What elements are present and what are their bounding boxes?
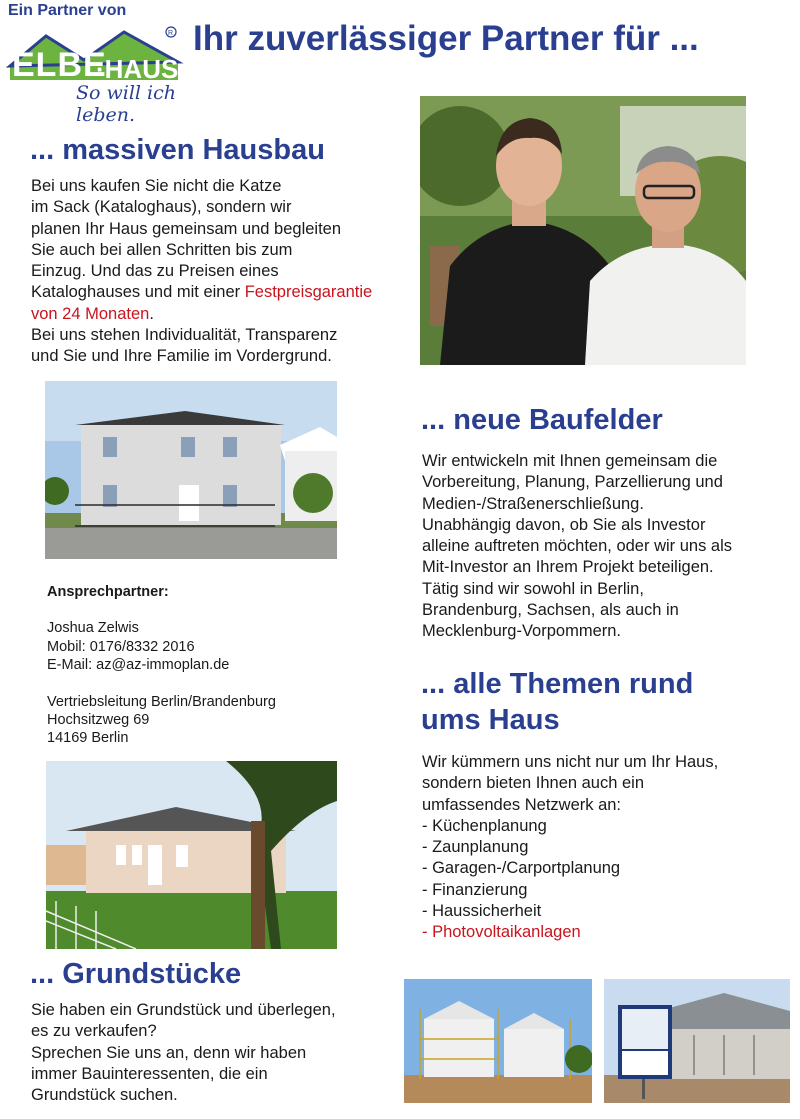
text-line: Grundstück suchen.: [31, 1086, 178, 1105]
list-item: - Finanzierung: [422, 880, 528, 899]
text-line: Sie haben ein Grundstück und überlegen,: [31, 1001, 336, 1019]
list-item: - Haussicherheit: [422, 902, 542, 921]
list-item-highlight: - Photovoltaikanlagen: [422, 923, 581, 942]
heading-baufelder: ... neue Baufelder: [421, 404, 663, 436]
text-line: Medien-/Straßenerschließung.: [422, 494, 644, 513]
text-line: Brandenburg, Sachsen, als auch in: [422, 601, 679, 620]
text-grundstuecke: [31, 1000, 391, 1106]
photo-construction-1: [404, 979, 592, 1103]
text-line: im Sack (Kataloghaus), sondern wir: [31, 198, 292, 217]
contact-role: Vertriebsleitung Berlin/Brandenburg: [47, 693, 276, 710]
logo-slogan: So will ich leben.: [76, 82, 176, 126]
contact-label: Ansprechpartner:: [47, 584, 169, 600]
highlight-festpreisgarantie: Festpreisgarantie: [244, 283, 373, 302]
logo-partner-text: Ein Partner von: [8, 2, 127, 19]
contact-block: [47, 583, 347, 748]
text-line: immer Bauinteressenten, die ein: [31, 1064, 268, 1083]
text-line: Bei uns stehen Individualität, Transparenz: [31, 326, 338, 345]
svg-text:ELBE: ELBE: [12, 46, 107, 84]
text-line: Mecklenburg-Vorpommern.: [422, 622, 621, 641]
text-line: Unabhängig davon, ob Sie als Investor: [422, 515, 706, 534]
heading-grundstuecke: ... Grundstücke: [30, 958, 242, 990]
contact-city: 14169 Berlin: [47, 730, 129, 747]
text-fragment: .: [149, 304, 154, 323]
text-line: umfassendes Netzwerk an:: [422, 795, 622, 814]
text-hausbau: [31, 176, 416, 368]
text-line: Sie auch bei allen Schritten bis zum: [31, 240, 293, 259]
text-line: [31, 304, 416, 325]
svg-text:R: R: [168, 30, 174, 37]
text-line: Sprechen Sie uns an, denn wir haben: [31, 1043, 307, 1062]
text-line: Wir entwickeln mit Ihnen gemeinsam die: [422, 452, 718, 470]
logo-emblem: [6, 22, 184, 84]
photo-construction-2: [604, 979, 790, 1103]
text-fragment: Kataloghauses und mit einer: [31, 283, 245, 302]
text-line: Mit-Investor an Ihrem Projekt beteiligen.: [422, 558, 714, 577]
text-line: und Sie und Ihre Familie im Vordergrund.: [31, 347, 332, 366]
text-line: [31, 282, 416, 303]
heading-line: ... alle Themen rund: [421, 668, 694, 700]
page-title: Ihr zuverlässiger Partner für ...: [193, 19, 699, 58]
text-line: Wir kümmern uns nicht nur um Ihr Haus,: [422, 753, 719, 771]
list-item: - Garagen-/Carportplanung: [422, 859, 621, 878]
text-line: Bei uns kaufen Sie nicht die Katze: [31, 177, 282, 195]
heading-line: ums Haus: [421, 704, 560, 736]
highlight-24-monate: von 24 Monaten: [31, 304, 150, 323]
photo-house-bungalow: [46, 761, 337, 949]
photo-team: [420, 96, 746, 365]
photo-house-villa: [45, 381, 337, 559]
contact-email[interactable]: E-Mail: az@az-immoplan.de: [47, 657, 230, 674]
list-item: - Küchenplanung: [422, 816, 547, 835]
heading-hausbau: ... massiven Hausbau: [30, 134, 325, 166]
text-baufelder: [422, 451, 782, 643]
contact-mobile: Mobil: 0176/8332 2016: [47, 638, 195, 655]
text-line: alleine auftreten möchten, oder wir uns als: [422, 537, 733, 556]
contact-name: Joshua Zelwis: [47, 620, 139, 637]
text-themen: [422, 752, 782, 944]
svg-text:·HAUS: ·HAUS: [96, 54, 179, 84]
heading-themen: [421, 666, 693, 738]
text-line: Vorbereitung, Planung, Parzellierung und: [422, 473, 723, 492]
contact-street: Hochsitzweg 69: [47, 712, 150, 729]
text-line: Tätig sind wir sowohl in Berlin,: [422, 579, 644, 598]
text-line: es zu verkaufen?: [31, 1022, 157, 1041]
list-item: - Zaunplanung: [422, 838, 529, 857]
text-line: sondern bieten Ihnen auch ein: [422, 774, 645, 793]
text-line: Einzug. Und das zu Preisen eines: [31, 262, 279, 281]
text-line: planen Ihr Haus gemeinsam und begleiten: [31, 219, 342, 238]
